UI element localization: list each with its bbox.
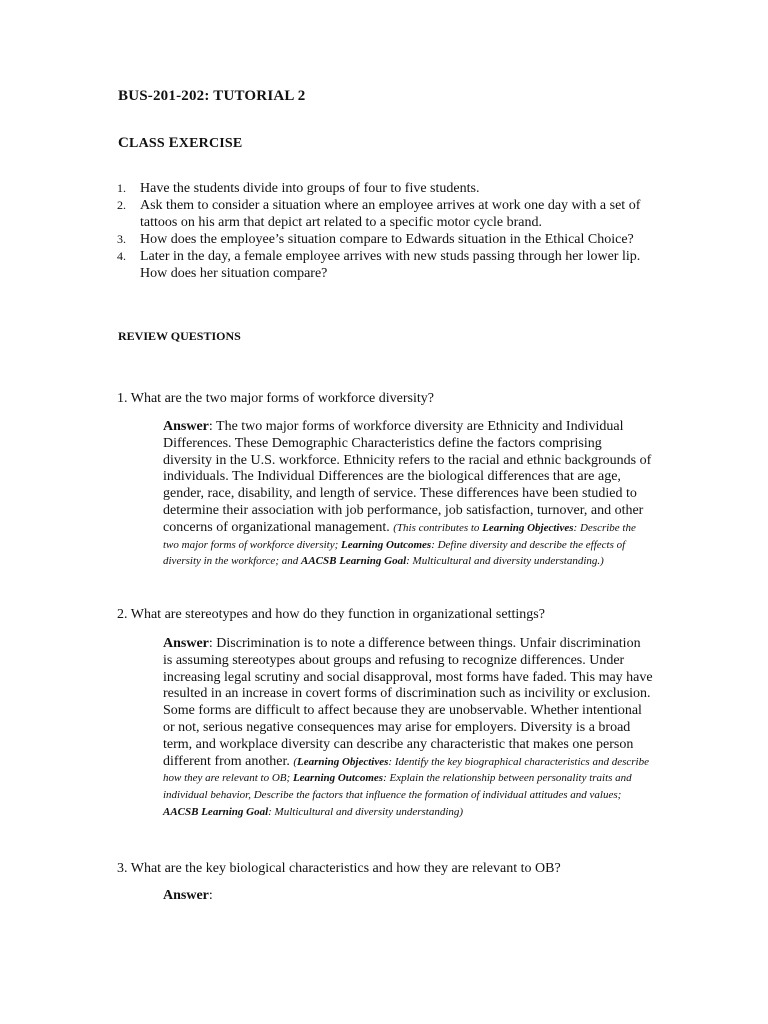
page-title: BUS-201-202: TUTORIAL 2 (118, 88, 306, 104)
review-questions-heading: REVIEW QUESTIONS (118, 329, 241, 343)
answer-2: Answer: Discrimination is to note a difference between things. Unfair discrimination is assuming stereotypes about groups and refusing to recognize differences. Under increasing legal scrutiny and social disapproval, most forms have faded. This may have resulted in an increase in covert forms of discrimination such as incivility or exclusion. Some forms are difficult to affect because they are unobservable. Whether intentional or not, serious negative consequences may arise for employers. Diversity is a broad term, and workplace diversity can describe any characteristic that makes one person different from another. (Learning Objectives: Identify the key biographical characteristics and describe how they are relevant to OB; Learning Outcomes: Explain the relationship between personality traits and individual behavior, Describe the factors that influence the formation of individual attitudes and values; AACSB Learning Goal: Multicultural and diversity understanding) (163, 636, 653, 818)
list-item: 3. How does the employee’s situation compare to Edwards situation in the Ethical Choice? (117, 232, 634, 247)
answer-3: Answer: (163, 888, 213, 903)
question-1: 1. What are the two major forms of workforce diversity? (117, 391, 434, 406)
answer-1: Answer: The two major forms of workforce diversity are Ethnicity and Individual Differences. These Demographic Characteristics define the factors comprising diversity in the U.S. workforce. Ethnicity refers to the racial and ethnic backgrounds of individuals. The Individual Differences are the biological differences that are age, gender, race, disability, and length of service. These differences have been studied to determine their association with job performance, job satisfaction, turnover, and other concerns of organizational management. (This contributes to Learning Objectives: Describe the two major forms of workforce diversity; Learning Outcomes: Define diversity and describe the effects of diversity in the workforce; and AACSB Learning Goal: Multicultural and diversity understanding.) (163, 419, 652, 568)
answer-2-note: (Learning Objectives: Identify the key biographical characteristics and describe how they are relevant to OB; Learning Outcomes: Explain the relationship between personality traits and individual behavior, Describe the factors that influence the formation of individual attitudes and values; AACSB Learning Goal: Multicultural and diversity understanding) (163, 755, 649, 818)
answer-1-note: (This contributes to Learning Objectives: Describe the two major forms of workforce diversity; Learning Outcomes: Define diversity and describe the effects of diversity in the workforce; and AACSB Learning Goal: Multicultural and diversity understanding.) (163, 521, 636, 568)
list-item: 2. Ask them to consider a situation where an employee arrives at work one day with a set of tattoos on his arm that depict art related to a specific motor cycle brand. (117, 198, 641, 230)
question-2: 2. What are stereotypes and how do they function in organizational settings? (117, 607, 545, 622)
class-exercise-heading: CLASS EXERCISE (118, 135, 243, 151)
exercise-list (117, 180, 657, 282)
list-item: 4. Later in the day, a female employee arrives with new studs passing through her lower lip. How does her situation compare? (117, 249, 641, 281)
question-3: 3. What are the key biological characteristics and how they are relevant to OB? (117, 861, 561, 876)
list-item: 1. Have the students divide into groups of four to five students. (117, 181, 480, 196)
